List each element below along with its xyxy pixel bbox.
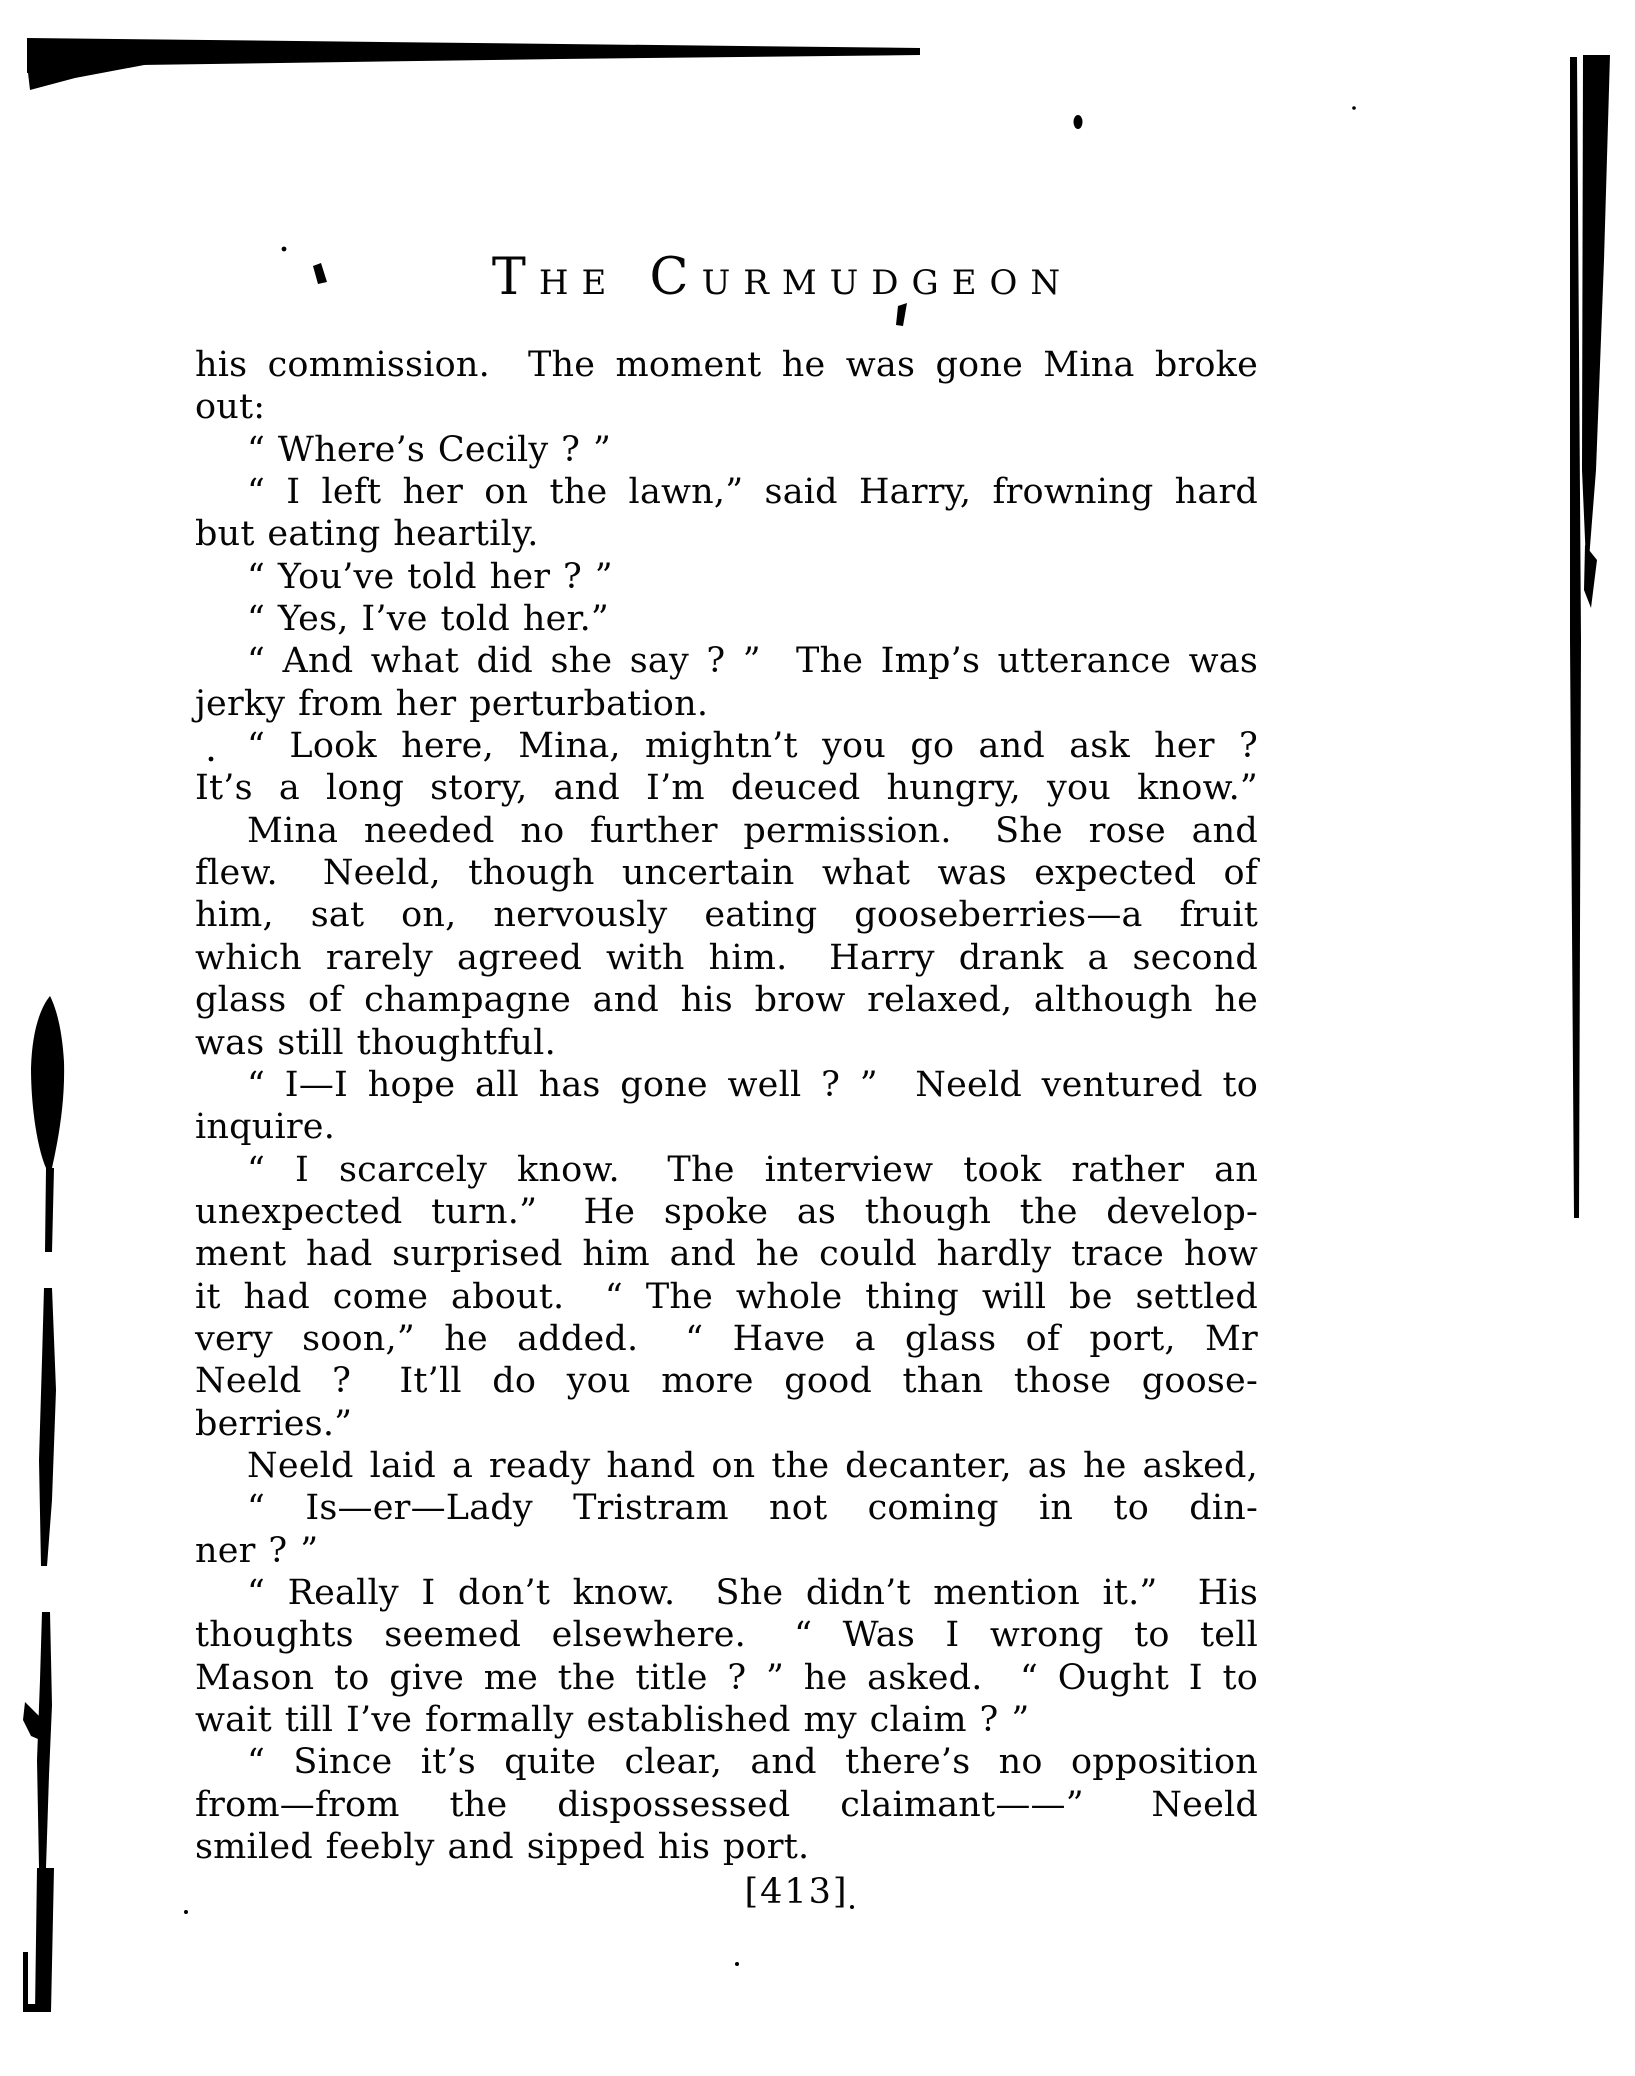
text-line: “ Where’s Cecily ? ” [247, 429, 612, 470]
text-line: jerky from her perturbation. [195, 683, 709, 724]
smudge-left-small-l [23, 1952, 37, 2012]
ink-speck-bottom-left [184, 1910, 188, 1914]
binding-bar-right-thick [1582, 55, 1610, 585]
text-line: flew. Neeld, though uncertain what was expected of [195, 853, 1258, 894]
smudge-left-flame [31, 996, 64, 1168]
text-line: “ And what did she say ? ” The Imp’s utterance was [247, 641, 1258, 682]
title-rest-urmudgeon: URMUDGEON [701, 263, 1074, 303]
text-line: very soon,” he added. “ Have a glass of port, Mr [195, 1318, 1258, 1359]
binding-line-right-thin [1570, 57, 1581, 1218]
text-line: which rarely agreed with him. Harry drank a second [195, 937, 1258, 978]
smudge-left-flame-tail [45, 1168, 54, 1252]
page-number: [413] [744, 1872, 849, 1912]
smudge-left-stroke-2 [39, 1288, 56, 1566]
text-line: unexpected turn.” He spoke as though the develop- [195, 1191, 1258, 1232]
title-initial-t: T [491, 248, 539, 307]
title-word-curmudgeon [649, 248, 1074, 307]
text-line: wait till I’ve formally established my claim ? ” [195, 1700, 1030, 1740]
smudge-top-edge [27, 38, 920, 73]
text-line: his commission. The moment he was gone Mina broke [195, 345, 1258, 385]
text-line: it had come about. “ The whole thing will be settled [195, 1276, 1258, 1317]
title-initial-c: C [649, 248, 702, 307]
text-line: Mina needed no further permission. She rose and [247, 810, 1258, 851]
smudge-left-stroke-3-hook [23, 1702, 45, 1742]
text-line: inquire. [195, 1107, 336, 1148]
text-line: but eating heartily. [195, 514, 539, 555]
smudge-left-stroke-3-thick [35, 1868, 54, 2012]
text-line: “ Is—er—Lady Tristram not coming in to din- [247, 1488, 1258, 1529]
text-line: “ I—I hope all has gone well ? ” Neeld ventured to [247, 1064, 1258, 1105]
text-line: out: [195, 387, 266, 428]
text-line: “ I left her on the lawn,” said Harry, frowning hard [247, 472, 1258, 513]
text-line: It’s a long story, and I’m deuced hungry, you know.” [195, 768, 1258, 809]
text-line: glass of champagne and his brow relaxed, although he [195, 980, 1258, 1021]
page-title [195, 250, 1314, 311]
title-rest-he: HE [538, 263, 620, 303]
text-line: “ I scarcely know. The interview took rather an [247, 1149, 1258, 1190]
text-line: was still thoughtful. [195, 1022, 556, 1063]
smudge-left-stroke-3 [37, 1612, 52, 1868]
text-line: Neeld laid a ready hand on the decanter, as he asked, [247, 1445, 1258, 1486]
text-line: “ You’ve told her ? ” [247, 556, 613, 597]
text-line: from—from the dispossessed claimant——” Neeld [195, 1784, 1258, 1825]
text-line: him, sat on, nervously eating gooseberries—a fruit [195, 895, 1258, 936]
ink-dot-top [1074, 115, 1083, 129]
text-line: “ Look here, Mina, mightn’t you go and ask her ? [247, 726, 1258, 767]
title-word-the [491, 248, 620, 307]
text-line: Mason to give me the title ? ” he asked. “ Ought I to [195, 1657, 1258, 1698]
binding-bar-right-hook [1584, 545, 1597, 608]
smudge-top-edge-drip [27, 62, 160, 90]
text-line: “ Since it’s quite clear, and there’s no opposition [247, 1742, 1258, 1783]
text-line: “ Really I don’t know. She didn’t mention it.” His [247, 1572, 1258, 1613]
text-line: thoughts seemed elsewhere. “ Was I wrong to tell [195, 1615, 1258, 1656]
text-line: ner ? ” [195, 1530, 319, 1571]
text-line: smiled feebly and sipped his port. [195, 1827, 810, 1868]
ink-speck-below-pagenumber [735, 1962, 739, 1966]
text-line: berries.” [195, 1403, 353, 1444]
body-text-block [195, 344, 1258, 1868]
text-line: Neeld ? It’ll do you more good than those goose- [195, 1361, 1258, 1402]
text-line: ment had surprised him and he could hardly trace how [195, 1234, 1258, 1275]
text-line: “ Yes, I’ve told her.” [247, 599, 609, 640]
ink-speck-top-right [1352, 106, 1356, 110]
